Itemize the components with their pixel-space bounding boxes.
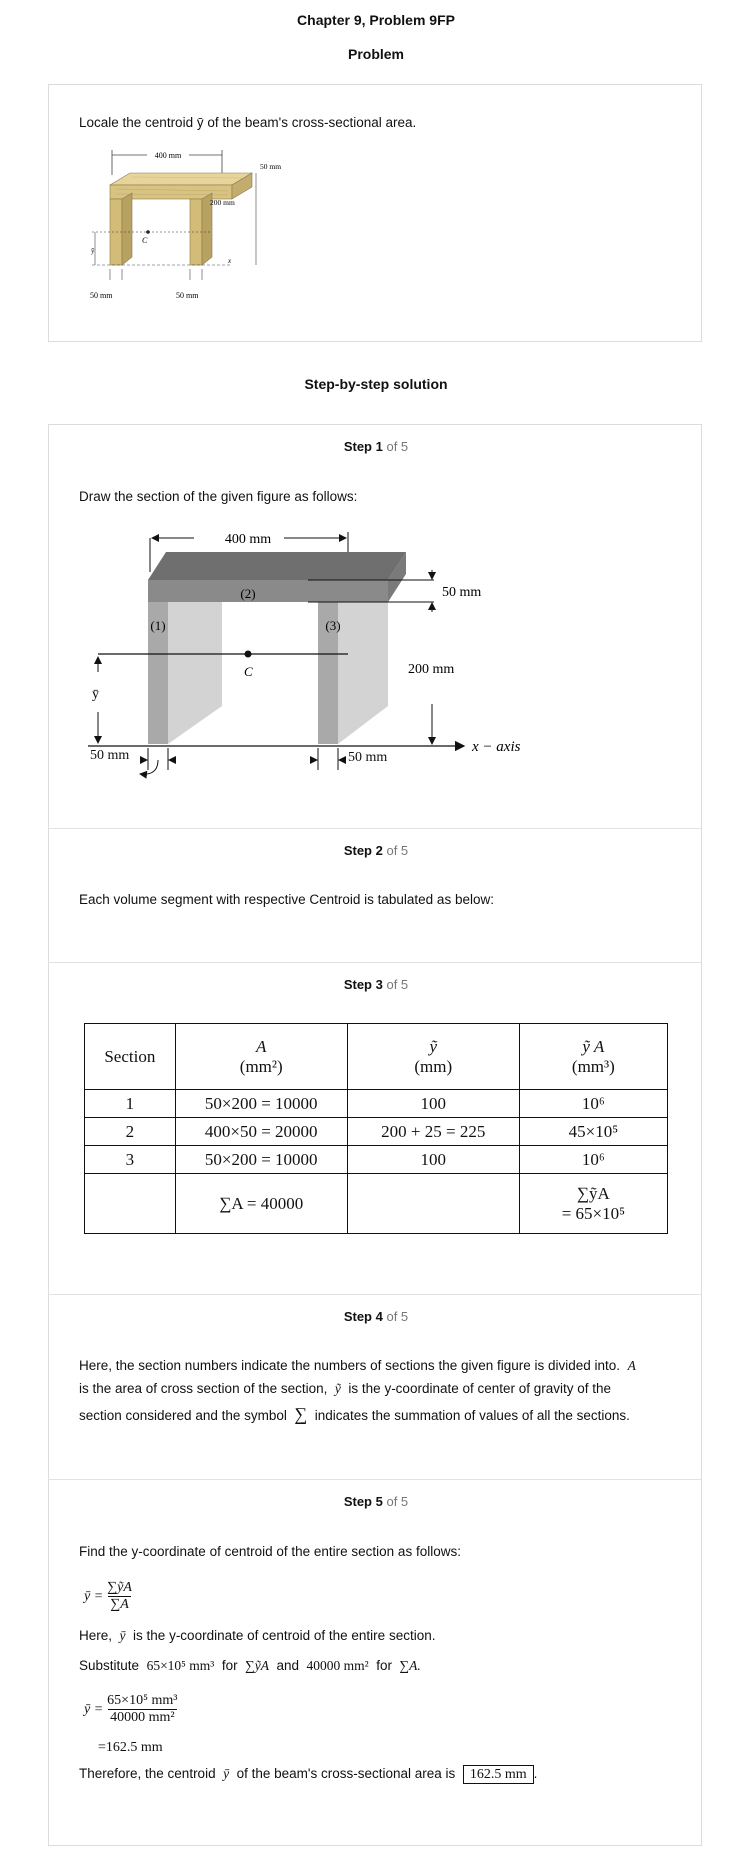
- problem-figure: [92, 145, 312, 305]
- problem-heading: Problem: [347, 46, 404, 62]
- header-section: Section: [85, 1024, 176, 1090]
- cell-area: 400×50 = 20000: [175, 1118, 347, 1146]
- step-4-label: Step 4 of 5: [343, 1309, 409, 1324]
- cell-ytilde: 100: [347, 1146, 519, 1174]
- cell-ytilde: 100: [347, 1090, 519, 1118]
- cell-empty: [347, 1174, 519, 1234]
- s1-label-c: C: [244, 664, 253, 679]
- cell-section: 1: [85, 1090, 176, 1118]
- centroid-table: [84, 1023, 668, 1234]
- cell-total-ya: ∑ỹA = 65×10⁵: [519, 1174, 667, 1234]
- fig-label-x: x: [228, 257, 232, 265]
- step-divider: [48, 828, 702, 829]
- cell-area: 50×200 = 10000: [175, 1146, 347, 1174]
- fig-dim-bottom-mid: 50 mm: [176, 291, 199, 300]
- s1-dim-50-top: 50 mm: [442, 585, 482, 600]
- fig-label-c: C: [142, 236, 148, 245]
- step2-text: Each volume segment with respective Centroid is tabulated as below:: [79, 892, 494, 907]
- step-1-label: Step 1 of 5: [343, 439, 409, 454]
- cell-empty: [85, 1174, 176, 1234]
- fig-dim-top: 400 mm: [154, 151, 182, 160]
- s1-seg1: (1): [150, 618, 166, 633]
- table-row: [85, 1118, 668, 1146]
- cell-section: 2: [85, 1118, 176, 1146]
- s1-x-axis: x − axis: [472, 739, 521, 755]
- s1-label-ybar: ȳ: [92, 687, 99, 702]
- problem-text: Locale the centroid ȳ of the beam's cross-sectional area.: [79, 115, 417, 130]
- fig-dim-bottom-left: 50 mm: [90, 291, 113, 300]
- s1-seg3: (3): [325, 618, 341, 633]
- step5-conclusion: Therefore, the centroid ȳ of the beam's cross-sectional area is 162.5 mm .: [79, 1766, 538, 1782]
- step-2-label: Step 2 of 5: [343, 843, 409, 858]
- table-row: [85, 1146, 668, 1174]
- table-total-row: [85, 1174, 668, 1234]
- step4-line1: Here, the section numbers indicate the numbers of sections the given figure is divided into. A: [79, 1358, 636, 1373]
- s1-dim-top: 400 mm: [224, 532, 272, 547]
- fig-dim-right-mid: 200 mm: [210, 198, 235, 207]
- step1-text: Draw the section of the given figure as follows:: [79, 489, 358, 504]
- cell-ya: 10⁶: [519, 1146, 667, 1174]
- page-title: Chapter 9, Problem 9FP: [297, 12, 455, 28]
- header-area: A (mm²): [175, 1024, 347, 1090]
- step5-result: =162.5 mm: [98, 1740, 163, 1755]
- step5-calc: ȳ = $\frac{\text{65×10⁵ mm³}}{\text{40000 mm²}}$: [84, 1693, 178, 1725]
- step-5-label: Step 5 of 5: [343, 1494, 409, 1509]
- cell-ya: 10⁶: [519, 1090, 667, 1118]
- header-ya: ỹ A (mm³): [519, 1024, 667, 1090]
- header-ytilde: ỹ (mm): [347, 1024, 519, 1090]
- cell-ytilde: 200 + 25 = 225: [347, 1118, 519, 1146]
- cell-total-area: ∑A = 40000: [175, 1174, 347, 1234]
- step5-substitute: Substitute 65×10⁵ mm³ for ∑ỹA and 40000 mm² for ∑A.: [79, 1658, 421, 1673]
- table-row: [85, 1090, 668, 1118]
- step5-intro: Find the y-coordinate of centroid of the entire section as follows:: [79, 1544, 461, 1559]
- cell-ya: 45×10⁵: [519, 1118, 667, 1146]
- s1-dim-200: 200 mm: [408, 662, 455, 677]
- step-divider: [48, 962, 702, 963]
- step-3-label: Step 3 of 5: [343, 977, 409, 992]
- step4-line3: section considered and the symbol ∑ indicates the summation of values of all the sections.: [79, 1404, 630, 1424]
- final-answer: 162.5 mm: [463, 1765, 534, 1784]
- step5-formula: ȳ = $\frac{\text{∑ỹA}}{\sum A}$: [84, 1580, 132, 1612]
- table-header-row: [85, 1024, 668, 1090]
- fig-dim-right-top: 50 mm: [260, 162, 282, 171]
- s1-dim-50-left: 50 mm: [90, 748, 130, 763]
- s1-seg2: (2): [240, 586, 256, 601]
- step4-line2: is the area of cross section of the section, ỹ is the y-coordinate of center of gravity of the: [79, 1381, 612, 1396]
- s1-dim-50-right: 50 mm: [348, 750, 388, 765]
- cell-area: 50×200 = 10000: [175, 1090, 347, 1118]
- fig-label-ybar: ȳ: [91, 247, 95, 255]
- step1-figure: [84, 520, 544, 770]
- step5-here: Here, ȳ is the y-coordinate of centroid of the entire section.: [79, 1628, 436, 1643]
- cell-section: 3: [85, 1146, 176, 1174]
- step-divider: [48, 1479, 702, 1480]
- step-divider: [48, 1294, 702, 1295]
- solution-heading: Step-by-step solution: [304, 376, 448, 392]
